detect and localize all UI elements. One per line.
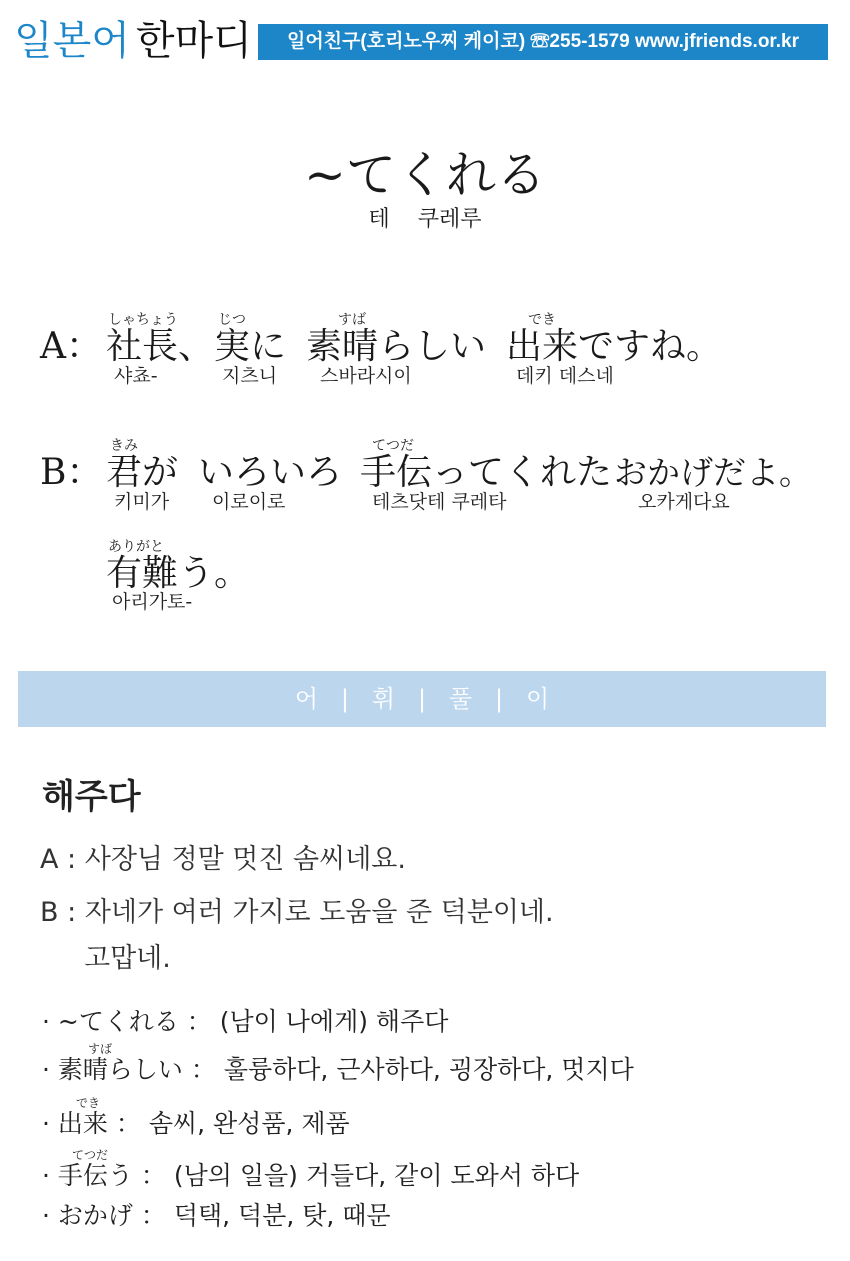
japanese-word: おかげだよ。 (614, 453, 812, 492)
vocab-item: · 出来 ： 솜씨, 완성품, 제품 (42, 1109, 350, 1138)
korean-reading: 오카게다요 (638, 491, 730, 513)
speaker-a-label: A： (40, 326, 103, 367)
korean-reading: 데키 데스네 (516, 365, 614, 387)
furigana: でき (528, 312, 556, 328)
vocab-item: · 素晴らしい ： 훌륭하다, 근사하다, 굉장하다, 멋지다 (42, 1055, 634, 1084)
japanese-word: 手伝ってくれた (360, 452, 613, 493)
expression-title: ~てくれる (304, 146, 546, 204)
vocabulary-banner: 어 | 휘 | 풀 | 이 (18, 671, 826, 727)
japanese-word: 素晴らしい (306, 326, 487, 367)
japanese-word: 社長、 (106, 326, 215, 367)
furigana: じつ (218, 312, 246, 328)
furigana: でき (76, 1096, 101, 1110)
furigana: きみ (110, 438, 138, 454)
korean-reading: 지츠니 (222, 365, 278, 387)
furigana: しゃちょう (108, 312, 178, 328)
furigana: すば (88, 1042, 113, 1056)
korean-reading: 스바라시이 (320, 365, 412, 387)
translation-line-b: B : 자네가 여러 가지로 도움을 준 덕분이네. (40, 897, 554, 928)
vocab-item: · おかげ ： 덕택, 덕분, 탓, 때문 (42, 1201, 391, 1230)
translation-line-a: A : 사장님 정말 멋진 솜씨네요. (40, 844, 406, 875)
vocab-item: · 手伝う ： (남의 일을) 거들다, 같이 도와서 하다 (42, 1161, 580, 1190)
column-title (14, 18, 252, 64)
japanese-word: 有難う。 (106, 553, 251, 594)
korean-reading: 테츠닷테 쿠레타 (372, 491, 507, 513)
furigana: ありがと (108, 539, 164, 555)
korean-reading: 아리가토- (112, 591, 193, 613)
translation-heading: 해주다 (42, 777, 141, 817)
column-title-blue: 일본어 (14, 18, 130, 64)
japanese-word: 実に (214, 326, 287, 367)
expression-reading: 테 쿠레루 (368, 207, 482, 232)
furigana: てつだ (372, 438, 414, 454)
japanese-word: 君が (106, 452, 179, 493)
japanese-word: いろいろ (198, 452, 343, 493)
vocab-item: · ~てくれる ： (남이 나에게) 해주다 (42, 1007, 449, 1036)
korean-reading: 이로이로 (212, 491, 286, 513)
korean-reading: 샤쵸- (114, 365, 158, 387)
header-info-banner: 일어친구(호리노우찌 케이코) ☏255-1579 www.jfriends.or.kr (258, 24, 828, 60)
japanese-word: 出来ですね。 (506, 326, 723, 367)
speaker-b-label: B： (40, 452, 103, 493)
column-title-dark: 한마디 (135, 18, 252, 64)
translation-line-b-cont: 고맙네. (84, 943, 171, 974)
korean-reading: 키미가 (114, 491, 170, 513)
furigana: すば (338, 312, 366, 328)
furigana: てつだ (72, 1148, 109, 1162)
